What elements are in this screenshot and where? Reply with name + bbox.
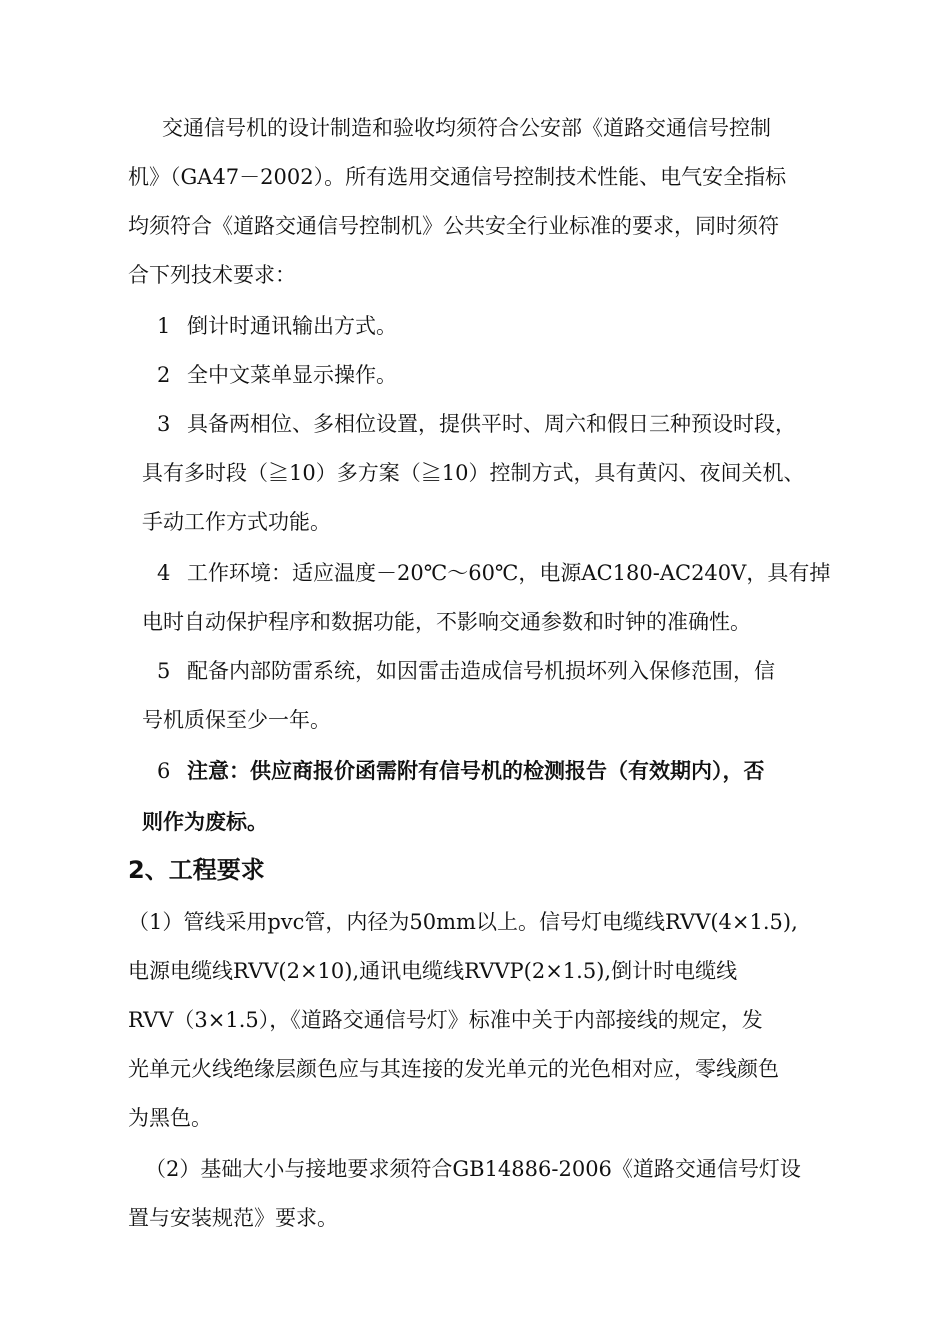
section2-para1-line-2: 电源电缆线RVV(2×10),通讯电缆线RVVP(2×1.5),倒计时电缆线 bbox=[128, 959, 738, 983]
notice-text: 注意：供应商报价函需附有信号机的检测报告（有效期内），否 bbox=[187, 759, 765, 783]
list-item-5 bbox=[157, 655, 775, 687]
list-item-text: 配备内部防雷系统，如因雷击造成信号机损坏列入保修范围，信 bbox=[187, 659, 775, 683]
list-item-number: 1 bbox=[157, 314, 171, 338]
list-item-text: 倒计时通讯输出方式。 bbox=[187, 314, 397, 338]
list-item-5-line-2: 号机质保至少一年。 bbox=[142, 708, 331, 732]
list-item-number: 4 bbox=[157, 561, 171, 585]
list-item-text: 具备两相位、多相位设置，提供平时、周六和假日三种预设时段， bbox=[187, 412, 796, 436]
list-item-4 bbox=[157, 557, 830, 589]
intro-line-3: 均须符合《道路交通信号控制机》公共安全行业标准的要求，同时须符 bbox=[128, 214, 779, 238]
section2-para2-line-2: 置与安装规范》要求。 bbox=[128, 1206, 338, 1230]
list-item-text: 工作环境：适应温度－20℃～60℃，电源AC180-AC240V，具有掉 bbox=[187, 561, 831, 585]
list-item-number: 6 bbox=[157, 759, 171, 783]
list-item-number: 5 bbox=[157, 659, 171, 683]
list-item-4-line-2: 电时自动保护程序和数据功能，不影响交通参数和时钟的准确性。 bbox=[142, 610, 751, 634]
section-heading: 2、工程要求 bbox=[128, 856, 265, 884]
list-item-2 bbox=[157, 359, 397, 391]
list-item-3 bbox=[157, 408, 796, 440]
section2-para1-line-1: （1）管线采用pvc管，内径为50mm以上。信号灯电缆线RVV(4×1.5), bbox=[128, 910, 798, 934]
list-item-3-line-3: 手动工作方式功能。 bbox=[142, 510, 331, 534]
intro-line-1: 交通信号机的设计制造和验收均须符合公安部《道路交通信号控制 bbox=[162, 116, 771, 140]
list-item-text: 全中文菜单显示操作。 bbox=[187, 363, 397, 387]
list-item-1 bbox=[157, 310, 397, 342]
section2-para1-line-5: 为黑色。 bbox=[128, 1106, 212, 1130]
intro-line-2: 机》（GA47－2002）。所有选用交通信号控制技术性能、电气安全指标 bbox=[128, 165, 787, 189]
notice-text-line-2: 则作为废标。 bbox=[142, 810, 268, 834]
section2-para1-line-3: RVV（3×1.5），《道路交通信号灯》标准中关于内部接线的规定，发 bbox=[128, 1008, 763, 1032]
list-item-number: 2 bbox=[157, 363, 171, 387]
section2-para2-line-1: （2）基础大小与接地要求须符合GB14886-2006《道路交通信号灯设 bbox=[145, 1157, 801, 1181]
list-item-6 bbox=[157, 755, 765, 787]
section2-para1-line-4: 光单元火线绝缘层颜色应与其连接的发光单元的光色相对应，零线颜色 bbox=[128, 1057, 779, 1081]
list-item-3-line-2: 具有多时段（≧10）多方案（≧10）控制方式，具有黄闪、夜间关机、 bbox=[142, 461, 805, 485]
intro-line-4: 合下列技术要求： bbox=[128, 263, 296, 287]
list-item-number: 3 bbox=[157, 412, 171, 436]
